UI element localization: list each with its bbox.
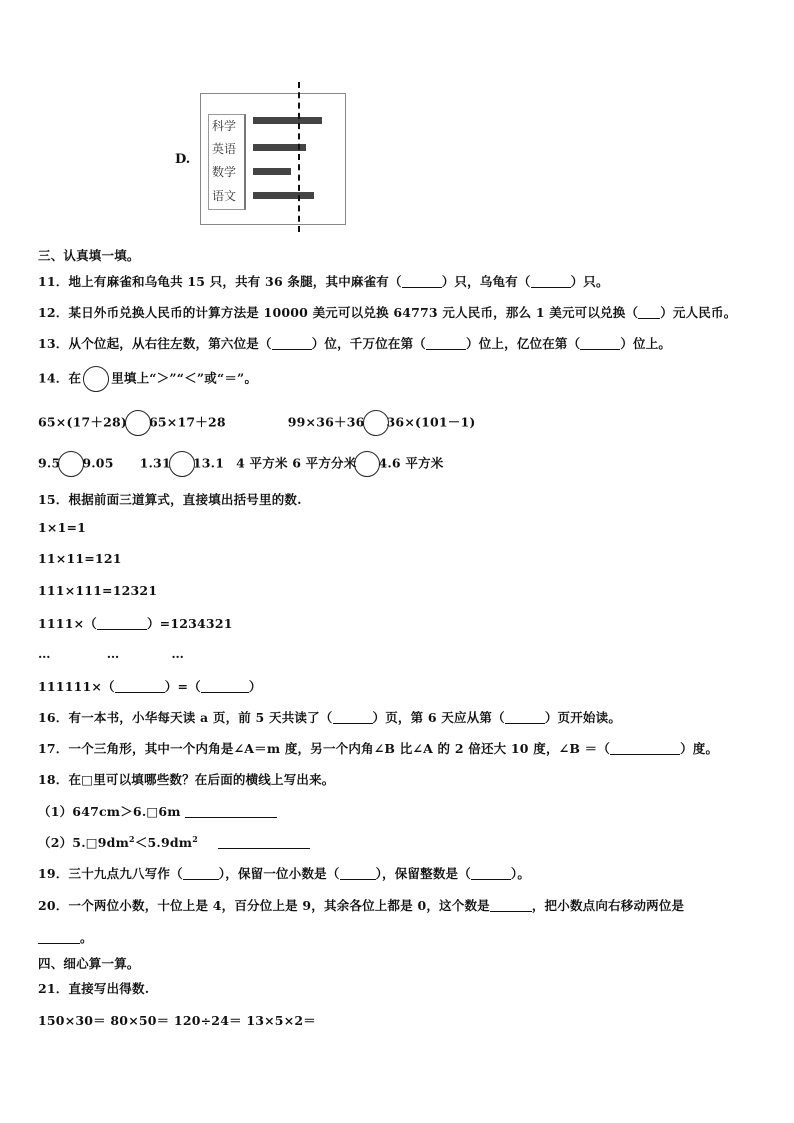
- question-14-row-1: 65×(17＋28) 65×17＋28 99×36＋36 36×(101－1): [38, 410, 476, 436]
- bar-chart-figure: [200, 93, 346, 225]
- subject-label: 英语: [212, 142, 237, 156]
- section-heading: 四、细心算一算。: [38, 956, 140, 971]
- section-heading: 三、认真填一填。: [38, 248, 140, 263]
- question-14-row-2: 9.5 9.05 1.31 13.1 4 平方米 6 平方分米 4.6 平方米: [38, 451, 443, 477]
- comparison-circle[interactable]: [83, 366, 109, 392]
- subject-label: 数学: [212, 165, 237, 179]
- question-18-title: 18．在□里可以填哪些数？在后面的横线上写出来。: [38, 772, 335, 787]
- option-d-label: D.: [175, 152, 191, 167]
- question-18-part-2: $(2)5.□9dm^2<5.9dm^2$: [38, 833, 310, 851]
- comparison-circle[interactable]: [354, 451, 380, 477]
- question-14: 14．在 里填上“＞”“＜”或“＝”。: [38, 366, 257, 392]
- subject-label: 科学: [212, 119, 237, 133]
- question-13: 13．从个位起，从右往左数，第六位是（ ）位，千万位在第（ ）位上，亿位在第（ ）位上。: [38, 336, 672, 351]
- bar-chinese: [253, 192, 314, 199]
- equation-line: 111111×（ ）=（ ）: [38, 679, 262, 694]
- question-19: 19．三十九点九八写作（ ），保留一位小数是（ ），保留整数是（ ）。: [38, 866, 531, 881]
- equation-line: 1×1=1: [38, 520, 87, 535]
- question-17: 17．一个三角形，其中一个内角是∠A＝m 度，另一个内角∠B 比∠A 的 2 倍还大 10 度，∠B ＝（ ）度。: [38, 741, 719, 756]
- equation-line: 1111×（ ）=1234321: [38, 616, 233, 631]
- subject-label-box: [208, 114, 246, 210]
- bar-math: [253, 168, 291, 175]
- equation-line: 11×11=121: [38, 551, 122, 566]
- question-16: 16．有一本书，小华每天读 a 页，前 5 天共读了（ ）页，第 6 天应从第（ ）页开始读。: [38, 710, 622, 725]
- question-11: 11．地上有麻雀和乌龟共 15 只，共有 36 条腿，其中麻雀有（ ）只，乌龟有（ ）只。: [38, 274, 609, 289]
- question-20-continued: 。: [38, 928, 93, 946]
- question-20: 20．一个两位小数，十位上是 4，百分位上是 9，其余各位上都是 0，这个数是 ，把小数点向右移动两位是: [38, 898, 685, 913]
- comparison-circle[interactable]: [125, 410, 151, 436]
- comparison-circle[interactable]: [169, 451, 195, 477]
- ellipsis-line: … … …: [38, 646, 185, 661]
- question-18-part-1: （1）647cm＞6.□6m: [38, 802, 277, 820]
- comparison-circle[interactable]: [58, 451, 84, 477]
- dashed-reference-line: [298, 82, 300, 232]
- question-21-items: 150×30＝ 80×50＝ 120÷24＝ 13×5×2＝: [38, 1013, 316, 1028]
- comparison-circle[interactable]: [363, 410, 389, 436]
- equation-line: 111×111=12321: [38, 583, 158, 598]
- bar-science: [253, 117, 322, 124]
- question-21-title: 21．直接写出得数.: [38, 981, 150, 996]
- subject-label: 语文: [212, 189, 237, 203]
- question-15-title: 15．根据前面三道算式，直接填出括号里的数.: [38, 492, 302, 507]
- question-12: 12．某日外币兑换人民币的计算方法是 10000 美元可以兑换 64773 元人民币，那么 1 美元可以兑换（ ）元人民币。: [38, 305, 737, 320]
